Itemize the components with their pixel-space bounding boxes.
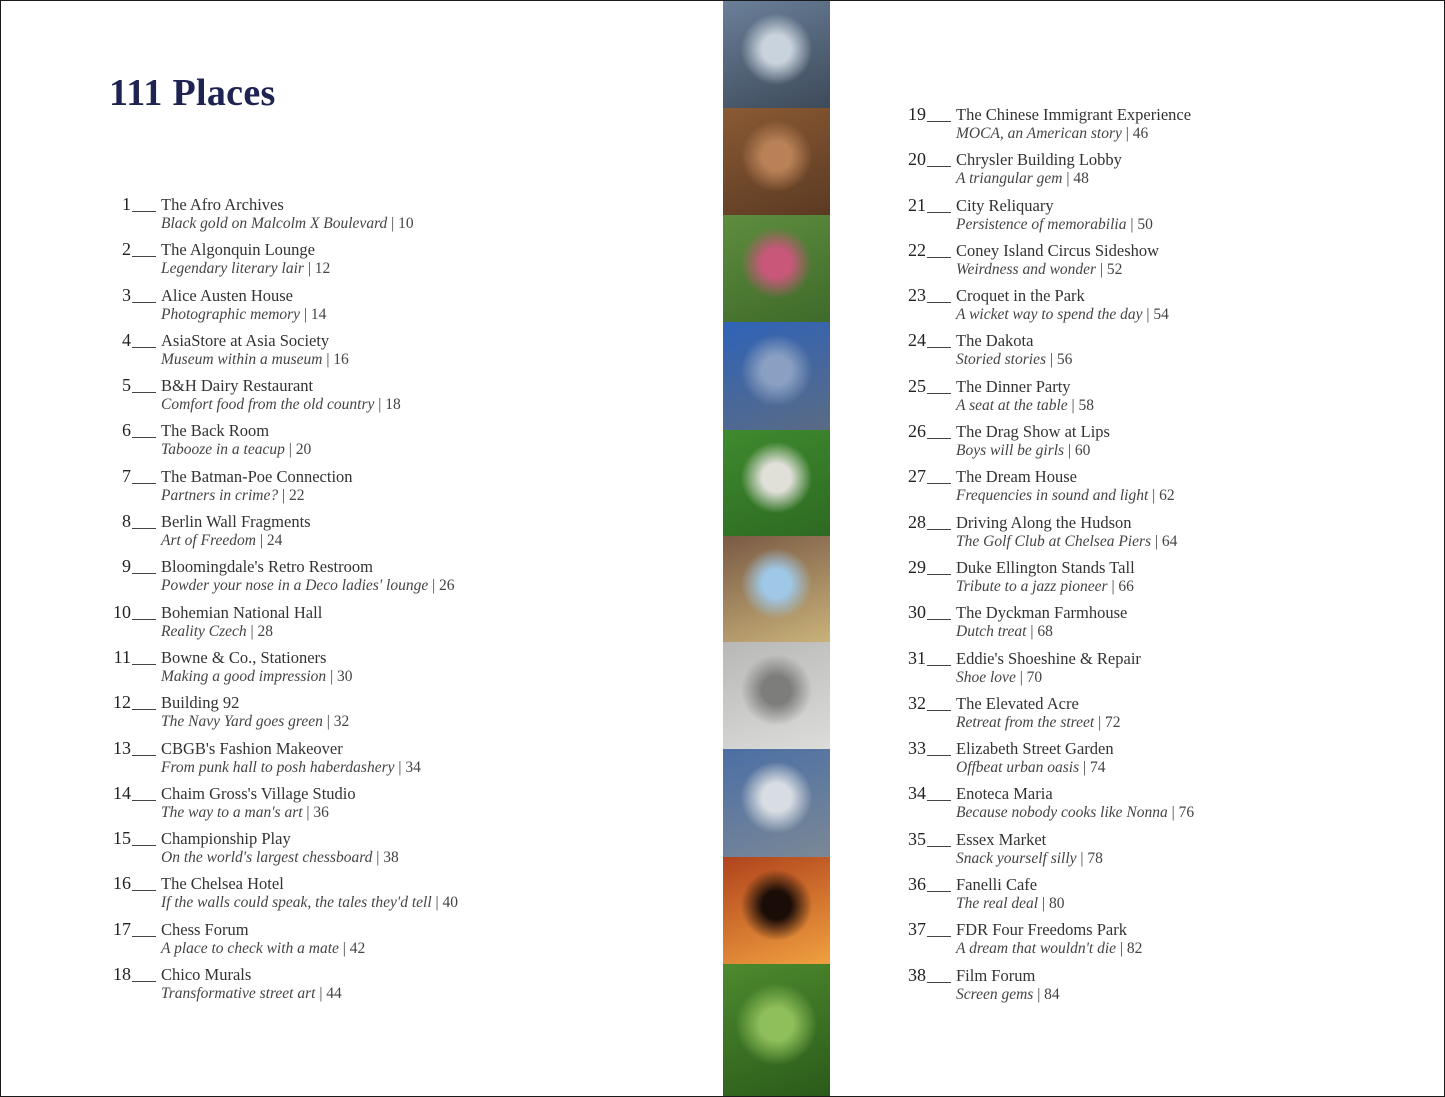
entry-page: | 64 <box>1154 532 1178 550</box>
contents-list-right <box>896 104 1416 1010</box>
entry-tagline: Boys will be girls <box>956 442 1065 460</box>
entry-tagline: A seat at the table <box>956 396 1068 414</box>
list-item <box>101 285 701 330</box>
entry-subtitle <box>956 759 1106 777</box>
entry-title: Alice Austen House <box>161 285 293 305</box>
list-item <box>101 602 701 647</box>
entry-title: The Drag Show at Lips <box>956 422 1110 442</box>
entry-title: Croquet in the Park <box>956 286 1085 306</box>
entry-subtitle <box>161 985 342 1003</box>
list-item <box>896 557 1416 602</box>
entry-page: | 30 <box>330 667 353 685</box>
entry-tagline: Retreat from the street <box>956 713 1095 731</box>
list-item <box>896 466 1416 511</box>
leader-rule <box>132 483 156 484</box>
entry-page: | 72 <box>1098 713 1121 731</box>
list-item <box>896 421 1416 466</box>
entry-title: Essex Market <box>956 829 1047 849</box>
entry-tagline: A dream that wouldn't die <box>956 940 1117 958</box>
entry-number: 7 <box>122 465 131 486</box>
entry-number: 4 <box>122 329 131 350</box>
entry-tagline: The Navy Yard goes green <box>161 713 323 731</box>
entry-number: 33 <box>908 738 926 759</box>
entry-subtitle <box>161 849 399 867</box>
leader-rule <box>927 483 951 484</box>
entry-number: 17 <box>113 918 131 939</box>
list-item <box>896 512 1416 557</box>
entry-title: Bloomingdale's Retro Restroom <box>161 557 373 577</box>
entry-title: Bowne & Co., Stationers <box>161 647 327 667</box>
entry-subtitle <box>956 442 1090 460</box>
entry-subtitle <box>956 216 1153 234</box>
entry-page: | 42 <box>342 939 366 957</box>
entry-subtitle <box>956 714 1121 732</box>
entry-subtitle <box>161 351 349 369</box>
entry-page: | 32 <box>326 713 350 731</box>
entry-title: The Back Room <box>161 421 270 441</box>
entry-title: City Reliquary <box>956 195 1054 215</box>
entry-subtitle <box>956 940 1142 958</box>
entry-tagline: Screen gems <box>956 985 1034 1003</box>
leader-rule <box>927 665 951 666</box>
entry-page: | 62 <box>1152 487 1175 505</box>
leader-rule <box>927 302 951 303</box>
list-item <box>101 194 701 239</box>
list-item <box>101 511 701 556</box>
map-photo <box>723 536 830 642</box>
entry-number: 2 <box>122 239 131 260</box>
leader-rule <box>927 393 951 394</box>
list-item <box>896 330 1416 375</box>
entry-page: | 18 <box>378 396 401 414</box>
entry-tagline: Art of Freedom <box>161 532 256 550</box>
entry-number: 34 <box>908 783 926 804</box>
entry-number: 15 <box>113 828 131 849</box>
entry-title: The Elevated Acre <box>956 693 1079 713</box>
list-item <box>101 964 701 1009</box>
entry-tagline: Tribute to a jazz pioneer <box>956 577 1108 595</box>
entry-subtitle <box>161 623 273 641</box>
entry-tagline: Snack yourself silly <box>956 849 1077 867</box>
leader-rule <box>132 528 156 529</box>
entry-number: 30 <box>908 602 926 623</box>
entry-tagline: Comfort food from the old country <box>161 396 375 414</box>
entry-tagline: Tabooze in a teacup <box>161 441 285 459</box>
entry-tagline: Dutch treat <box>956 623 1027 641</box>
list-item <box>896 965 1416 1010</box>
list-item <box>896 919 1416 964</box>
entry-page: | 24 <box>259 532 283 550</box>
entry-page: | 78 <box>1080 849 1103 867</box>
entry-page: | 22 <box>281 486 305 504</box>
entry-page: | 74 <box>1083 759 1106 777</box>
entry-tagline: If the walls could speak, the tales they'd tell <box>161 894 432 912</box>
list-item <box>101 466 701 511</box>
entry-number: 10 <box>113 601 131 622</box>
entry-title: The Batman-Poe Connection <box>161 466 353 486</box>
entry-number: 13 <box>113 737 131 758</box>
entry-number: 28 <box>908 511 926 532</box>
entry-number: 20 <box>908 149 926 170</box>
list-item <box>896 693 1416 738</box>
entry-number: 26 <box>908 421 926 442</box>
list-item <box>896 738 1416 783</box>
entry-title: CBGB's Fashion Makeover <box>161 738 343 758</box>
entry-title: Chess Forum <box>161 919 249 939</box>
entry-page: | 12 <box>307 260 331 278</box>
entry-subtitle <box>956 669 1042 687</box>
list-item <box>101 556 701 601</box>
entry-tagline: Reality Czech <box>161 622 247 640</box>
leader-rule <box>132 347 156 348</box>
entry-subtitle <box>161 260 330 278</box>
list-item <box>896 195 1416 240</box>
entry-subtitle <box>956 261 1122 279</box>
entry-tagline: Because nobody cooks like Nonna <box>956 804 1168 822</box>
entry-tagline: Photographic memory <box>161 305 301 323</box>
entry-page: | 44 <box>319 985 342 1003</box>
entry-tagline: The Golf Club at Chelsea Piers <box>956 532 1152 550</box>
entry-title: The Dakota <box>956 331 1034 351</box>
leader-rule <box>132 256 156 257</box>
entry-page: | 76 <box>1171 804 1195 822</box>
entry-title: Chico Murals <box>161 965 252 985</box>
entry-number: 16 <box>113 873 131 894</box>
entry-subtitle <box>161 894 458 912</box>
entry-subtitle <box>161 804 329 822</box>
entry-number: 25 <box>908 375 926 396</box>
croquet-photo <box>723 430 830 536</box>
entry-title: Fanelli Cafe <box>956 875 1038 895</box>
entry-tagline: On the world's largest chessboard <box>161 849 373 867</box>
entry-tagline: Frequencies in sound and light <box>956 487 1149 505</box>
entry-title: Chrysler Building Lobby <box>956 150 1122 170</box>
leader-rule <box>132 936 156 937</box>
list-item <box>101 828 701 873</box>
entry-number: 31 <box>908 647 926 668</box>
entry-tagline: Legendary literary lair <box>161 260 304 278</box>
list-item <box>896 602 1416 647</box>
entry-number: 24 <box>908 330 926 351</box>
teddy-bear-photo <box>723 108 830 215</box>
entry-number: 21 <box>908 194 926 215</box>
entry-tagline: Offbeat urban oasis <box>956 759 1080 777</box>
entry-title: The Chelsea Hotel <box>161 874 284 894</box>
list-item <box>896 104 1416 149</box>
leader-rule <box>132 981 156 982</box>
list-item <box>896 285 1416 330</box>
list-item <box>896 376 1416 421</box>
entry-tagline: The way to a man's art <box>161 803 303 821</box>
entry-subtitle <box>161 713 349 731</box>
leader-rule <box>927 846 951 847</box>
entry-title: Elizabeth Street Garden <box>956 739 1114 759</box>
leader-rule <box>927 121 951 122</box>
entry-subtitle <box>956 487 1175 505</box>
entry-subtitle <box>956 986 1060 1004</box>
leader-rule <box>132 845 156 846</box>
entry-subtitle <box>161 940 365 958</box>
entry-page: | 50 <box>1130 215 1153 233</box>
entry-number: 18 <box>113 964 131 985</box>
entry-title: Duke Ellington Stands Tall <box>956 557 1135 577</box>
entry-page: | 38 <box>376 849 399 867</box>
entry-subtitle <box>161 577 455 595</box>
entry-number: 12 <box>113 692 131 713</box>
list-item <box>896 149 1416 194</box>
entry-subtitle <box>956 170 1089 188</box>
entry-number: 8 <box>122 511 131 532</box>
entry-page: | 20 <box>288 441 312 459</box>
entry-number: 9 <box>122 556 131 577</box>
entry-tagline: Museum within a museum <box>161 350 323 368</box>
entry-title: Coney Island Circus Sideshow <box>956 240 1160 260</box>
entry-page: | 82 <box>1119 940 1143 958</box>
entry-tagline: Weirdness and wonder <box>956 260 1097 278</box>
entry-tagline: Making a good impression <box>161 667 327 685</box>
entry-subtitle <box>956 125 1148 143</box>
entry-page: | 14 <box>303 305 327 323</box>
entry-subtitle <box>956 578 1134 596</box>
list-item <box>101 738 701 783</box>
entry-title: Berlin Wall Fragments <box>161 512 311 532</box>
entry-subtitle <box>956 533 1177 551</box>
entry-subtitle <box>161 532 282 550</box>
entry-title: B&H Dairy Restaurant <box>161 376 314 396</box>
entry-page: | 48 <box>1066 170 1089 188</box>
entry-title: The Chinese Immigrant Experience <box>956 105 1192 124</box>
entry-title: Film Forum <box>956 965 1036 985</box>
entry-tagline: Partners in crime? <box>161 486 279 504</box>
entry-page: | 60 <box>1067 442 1091 460</box>
entry-subtitle <box>161 487 304 505</box>
entry-tagline: Storied stories <box>956 351 1046 369</box>
list-item <box>896 240 1416 285</box>
entry-number: 11 <box>113 646 131 667</box>
entry-title: Championship Play <box>161 829 291 849</box>
entry-subtitle <box>161 215 414 233</box>
entry-number: 32 <box>908 692 926 713</box>
entry-page: | 56 <box>1049 351 1073 369</box>
list-item <box>101 647 701 692</box>
entry-subtitle <box>956 351 1072 369</box>
list-item <box>101 239 701 284</box>
entry-page: | 80 <box>1041 895 1065 913</box>
leader-rule <box>132 437 156 438</box>
entry-tagline: Transformative street art <box>161 985 316 1003</box>
page-title: 111 Places <box>109 72 276 114</box>
entry-title: Chaim Gross's Village Studio <box>161 783 356 803</box>
entry-number: 23 <box>908 285 926 306</box>
leader-rule <box>132 709 156 710</box>
leader-rule <box>927 529 951 530</box>
entry-subtitle <box>956 623 1053 641</box>
entry-number: 19 <box>908 104 926 124</box>
leader-rule <box>927 982 951 983</box>
list-item <box>101 919 701 964</box>
entry-subtitle <box>956 850 1103 868</box>
entry-subtitle <box>956 895 1064 913</box>
list-item <box>896 829 1416 874</box>
entry-page: | 16 <box>326 350 349 368</box>
leader-rule <box>132 619 156 620</box>
entry-number: 5 <box>122 375 131 396</box>
list-item <box>896 648 1416 693</box>
entry-tagline: Persistence of memorabilia <box>956 215 1127 233</box>
contents-list-left <box>101 194 701 1009</box>
entry-page: | 66 <box>1111 577 1134 595</box>
entry-tagline: A wicket way to spend the day <box>956 306 1143 324</box>
entry-tagline: The real deal <box>956 895 1039 913</box>
candles-photo <box>723 857 830 964</box>
list-item <box>101 692 701 737</box>
leader-rule <box>927 936 951 937</box>
entry-tagline: Black gold on Malcolm X Boulevard <box>161 215 388 232</box>
leader-rule <box>927 755 951 756</box>
entry-number: 38 <box>908 964 926 985</box>
entry-number: 1 <box>122 194 131 214</box>
statue-photo <box>723 322 830 430</box>
list-item <box>896 783 1416 828</box>
leader-rule <box>132 755 156 756</box>
entry-title: AsiaStore at Asia Society <box>161 330 330 350</box>
leader-rule <box>132 302 156 303</box>
leader-rule <box>927 212 951 213</box>
entry-page: | 68 <box>1030 623 1053 641</box>
entry-title: FDR Four Freedoms Park <box>956 920 1127 940</box>
entry-page: | 26 <box>432 577 455 595</box>
leader-rule <box>132 800 156 801</box>
entry-number: 27 <box>908 466 926 487</box>
entry-title: The Algonquin Lounge <box>161 240 315 260</box>
leader-rule <box>132 573 156 574</box>
leader-rule <box>132 664 156 665</box>
leader-rule <box>132 392 156 393</box>
entry-number: 14 <box>113 782 131 803</box>
entry-number: 36 <box>908 874 926 895</box>
leader-rule <box>132 211 156 212</box>
entry-tagline: Powder your nose in a Deco ladies' lounge <box>161 577 429 595</box>
entry-page: | 84 <box>1037 985 1060 1003</box>
entry-number: 29 <box>908 556 926 577</box>
leader-rule <box>927 574 951 575</box>
entry-number: 3 <box>122 284 131 305</box>
entry-number: 35 <box>908 828 926 849</box>
leader-rule <box>927 166 951 167</box>
entry-tagline: Shoe love <box>956 668 1016 686</box>
entry-page: | 34 <box>398 758 421 776</box>
greenery-photo <box>723 964 830 1097</box>
entry-page: | 28 <box>250 622 274 640</box>
entry-subtitle <box>956 397 1094 415</box>
entry-number: 22 <box>908 239 926 260</box>
leader-rule <box>927 257 951 258</box>
photo-strip <box>723 1 830 1097</box>
entry-title: The Dinner Party <box>956 376 1071 396</box>
leader-rule <box>927 891 951 892</box>
entry-number: 6 <box>122 420 131 441</box>
entry-tagline: MOCA, an American story <box>956 125 1122 142</box>
entry-title: The Afro Archives <box>161 195 284 214</box>
sculpture-photo <box>723 642 830 749</box>
harbor-photo <box>723 749 830 857</box>
entry-title: Enoteca Maria <box>956 784 1053 804</box>
entry-number: 37 <box>908 919 926 940</box>
leader-rule <box>927 800 951 801</box>
entry-subtitle <box>161 306 326 324</box>
entry-page: | 46 <box>1125 125 1149 142</box>
entry-title: Driving Along the Hudson <box>956 512 1132 532</box>
list-item <box>896 874 1416 919</box>
list-item <box>101 873 701 918</box>
entry-page: | 40 <box>435 894 458 912</box>
entry-page: | 54 <box>1146 306 1169 324</box>
entry-title: Bohemian National Hall <box>161 602 323 622</box>
entry-title: Eddie's Shoeshine & Repair <box>956 648 1141 668</box>
entry-tagline: A place to check with a mate <box>161 939 339 957</box>
entry-title: The Dream House <box>956 467 1077 487</box>
garden-photo <box>723 215 830 322</box>
entry-page: | 70 <box>1019 668 1043 686</box>
entry-tagline: A triangular gem <box>956 170 1063 188</box>
entry-subtitle <box>161 759 421 777</box>
entry-title: Building 92 <box>161 693 240 713</box>
entry-subtitle <box>956 306 1169 324</box>
leader-rule <box>927 347 951 348</box>
entry-subtitle <box>161 668 353 686</box>
entry-title: The Dyckman Farmhouse <box>956 603 1128 623</box>
pier-photo <box>723 1 830 108</box>
list-item <box>101 420 701 465</box>
leader-rule <box>132 890 156 891</box>
leader-rule <box>927 438 951 439</box>
entry-tagline: From punk hall to posh haberdashery <box>161 758 395 776</box>
list-item <box>101 375 701 420</box>
list-item <box>101 330 701 375</box>
entry-page: | 10 <box>391 215 414 232</box>
entry-subtitle <box>161 396 401 414</box>
list-item <box>101 783 701 828</box>
entry-page: | 36 <box>306 803 329 821</box>
leader-rule <box>927 710 951 711</box>
leader-rule <box>927 619 951 620</box>
entry-subtitle <box>161 441 311 459</box>
entry-page: | 52 <box>1099 260 1123 278</box>
entry-page: | 58 <box>1071 396 1095 414</box>
entry-subtitle <box>956 804 1194 822</box>
